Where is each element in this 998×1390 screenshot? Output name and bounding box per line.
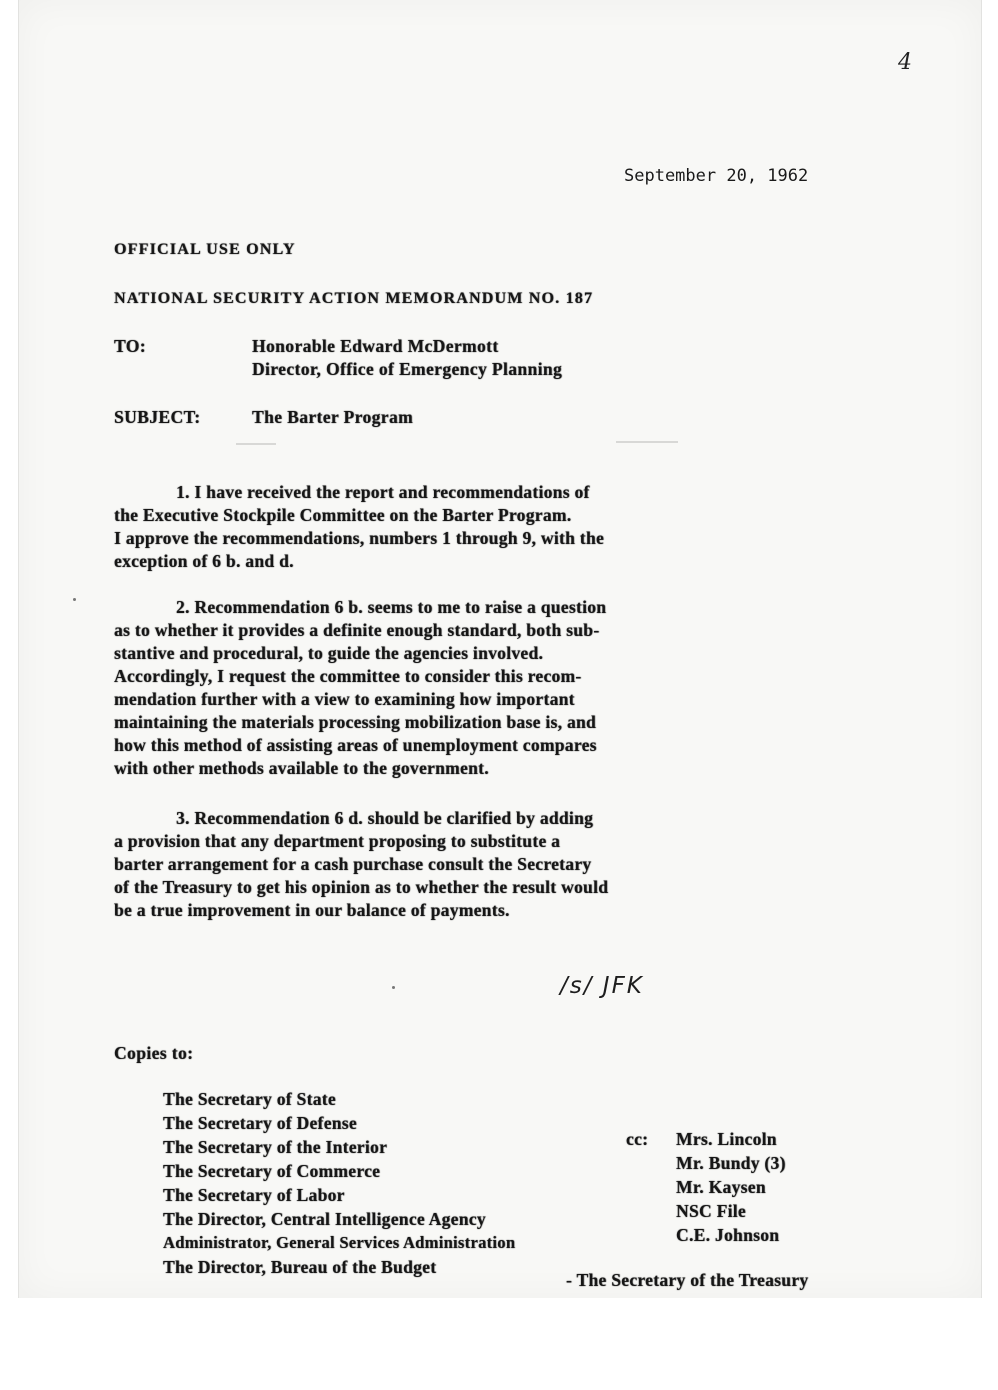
subject-label: SUBJECT:	[114, 407, 201, 427]
page-number: 4	[898, 50, 912, 75]
paragraph-2-line: Accordingly, I request the committee to consider this recom-	[114, 666, 582, 686]
paragraph-2-line: stantive and procedural, to guide the agencies involved.	[114, 643, 544, 663]
paragraph-2-line: 2. Recommendation 6 b. seems to me to raise a question	[176, 597, 607, 617]
copy-recipient: The Secretary of the Interior	[163, 1137, 388, 1157]
copy-recipient: The Director, Bureau of the Budget	[163, 1257, 437, 1277]
copy-recipient: The Secretary of Commerce	[163, 1161, 381, 1181]
paragraph-2-line: with other methods available to the government.	[114, 758, 489, 778]
paragraph-1-line: the Executive Stockpile Committee on the Barter Program.	[114, 505, 572, 525]
paragraph-3-line: 3. Recommendation 6 d. should be clarified by adding	[176, 808, 594, 828]
faint-mark	[236, 443, 276, 445]
paragraph-1-line: I approve the recommendations, numbers 1 through 9, with the	[114, 528, 605, 548]
paragraph-3-line: barter arrangement for a cash purchase consult the Secretary	[114, 854, 592, 874]
paragraph-1-line: 1. I have received the report and recommendations of	[176, 482, 590, 502]
paragraph-2-line: how this method of assisting areas of unemployment compares	[114, 735, 597, 755]
to-recipient-name: Honorable Edward McDermott	[252, 336, 499, 356]
memo-date: September 20, 1962	[624, 166, 809, 186]
paper-speck	[392, 986, 395, 989]
paragraph-1-line: exception of 6 b. and d.	[114, 551, 294, 571]
faint-mark	[616, 441, 678, 443]
to-recipient-title: Director, Office of Emergency Planning	[252, 359, 563, 379]
cc-recipient: Mr. Bundy (3)	[676, 1153, 786, 1173]
classification-heading: OFFICIAL USE ONLY	[114, 241, 296, 258]
cc-recipient: Mrs. Lincoln	[676, 1129, 777, 1149]
treasury-copy-line: - The Secretary of the Treasury	[566, 1270, 809, 1290]
paragraph-2-line: as to whether it provides a definite enough standard, both sub-	[114, 620, 600, 640]
subject-text: The Barter Program	[252, 407, 414, 427]
copy-recipient: The Director, Central Intelligence Agency	[163, 1209, 486, 1229]
image-bottom-margin	[0, 1298, 998, 1390]
copy-recipient: The Secretary of Labor	[163, 1185, 345, 1205]
cc-recipient: C.E. Johnson	[676, 1225, 780, 1245]
copies-label: Copies to:	[114, 1043, 194, 1063]
copy-recipient: The Secretary of State	[163, 1089, 336, 1109]
paper-speck	[73, 598, 76, 601]
paragraph-2-line: maintaining the materials processing mobilization base is, and	[114, 712, 597, 732]
copy-recipient: The Secretary of Defense	[163, 1113, 357, 1133]
handwritten-signature: /s/ JFK	[560, 973, 644, 999]
cc-recipient: NSC File	[676, 1201, 746, 1221]
paragraph-3-line: of the Treasury to get his opinion as to whether the result would	[114, 877, 609, 897]
cc-recipient: Mr. Kaysen	[676, 1177, 766, 1197]
cc-label: cc:	[626, 1129, 649, 1149]
memo-title: NATIONAL SECURITY ACTION MEMORANDUM NO. 187	[114, 290, 594, 307]
paragraph-3-line: a provision that any department proposing to substitute a	[114, 831, 561, 851]
paragraph-3-line: be a true improvement in our balance of payments.	[114, 900, 510, 920]
copy-recipient: Administrator, General Services Administration	[163, 1233, 516, 1252]
to-label: TO:	[114, 336, 146, 356]
paragraph-2-line: mendation further with a view to examining how important	[114, 689, 575, 709]
